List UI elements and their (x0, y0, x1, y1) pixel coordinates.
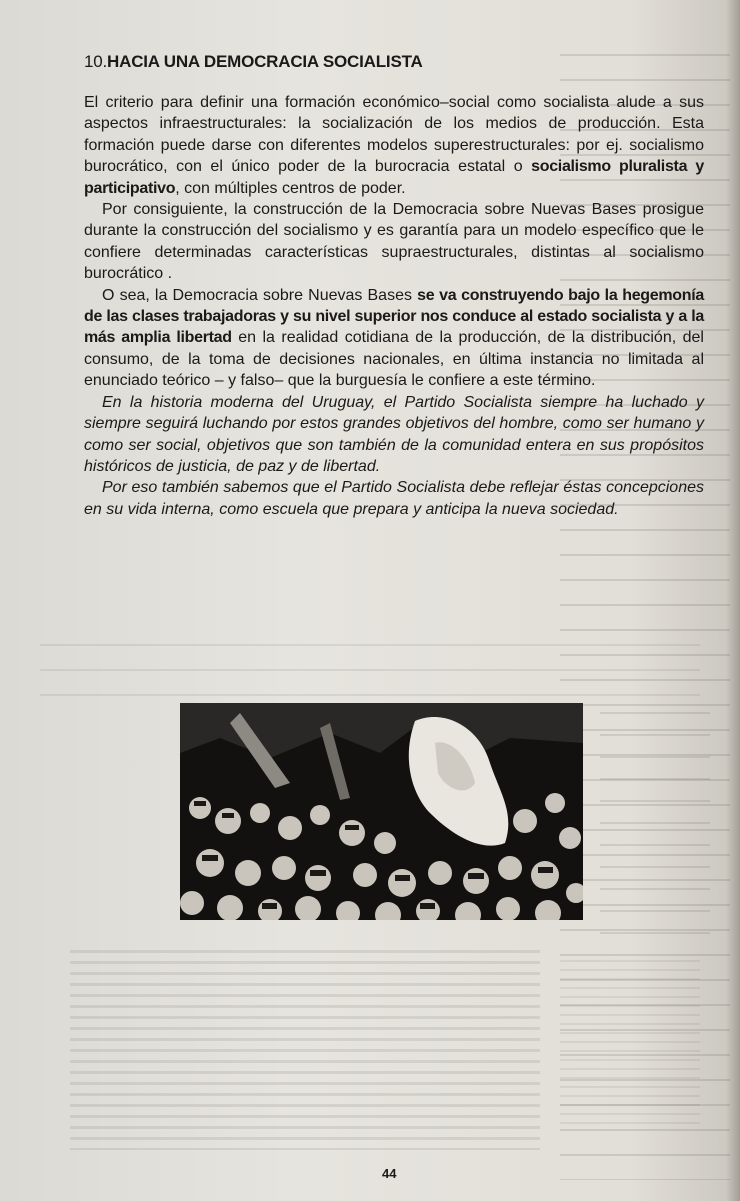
paragraph-5 (84, 477, 704, 520)
bold-text-segment: socialismo pluralista y participativo (84, 158, 704, 197)
text-segment: , con múltiples centros de poder. (175, 179, 406, 197)
paragraph-4 (84, 392, 704, 478)
page-edge-shadow (726, 0, 740, 1201)
crowd-photo-image (180, 703, 583, 920)
bleed-through-text (40, 630, 700, 710)
text-segment: El criterio para definir una formación económico–social como socialista alude a sus aspectos infraestructurales: la socialización de los medios de producción. Esta formación puede darse con diferentes modelos superestructurales: por ej. socialismo burocrático, con el único poder de la burocracia estatal o (84, 94, 704, 176)
paragraph-3 (84, 285, 704, 392)
paragraph-2 (84, 199, 704, 285)
section-heading (84, 52, 704, 72)
text-segment: O sea, la Democracia sobre Nuevas Bases (102, 286, 418, 304)
bleed-through-image (70, 950, 540, 1150)
text-segment: en la realidad cotidiana de la producción, de la distribución, del consumo, de la toma de decisiones nacionales, en última instancia no limitada al enunciado teórico – y falso– que la burguesía le confiere a este término. (84, 329, 704, 390)
section-title: HACIA UNA DEMOCRACIA SOCIALISTA (107, 52, 423, 71)
paragraph-1 (84, 92, 704, 199)
page-number: 44 (382, 1166, 397, 1181)
text-segment: Por consiguiente, la construcción de la Democracia sobre Nuevas Bases prosigue durante la construcción del socialismo y es garantía para un modelo específico que le confiere determinadas características supraestructurales, distintas al socialismo burocrático . (84, 201, 704, 283)
section-number: 10. (84, 52, 108, 71)
crowd-photograph (180, 703, 583, 920)
bold-text-segment: se va construyendo bajo la hegemonía de las clases trabajadoras y su nivel superior nos conduce al estado socialista y a la más amplia libertad (84, 286, 704, 347)
bleed-through-text (560, 960, 700, 1130)
text-segment: Por eso también sabemos que el Partido Socialista debe reflejar éstas concepciones en su vida interna, como escuela que prepara y anticipa la nueva sociedad. (84, 479, 704, 518)
bleed-through-text (600, 700, 710, 940)
page-content (84, 52, 704, 520)
text-segment: En la historia moderna del Uruguay, el Partido Socialista siempre ha luchado y siempre seguirá luchando por estos grandes objetivos del hombre, como ser humano y como ser social, objetivos que son también de la comunidad entera en sus propósitos históricos de justicia, de paz y de libertad. (84, 393, 704, 475)
